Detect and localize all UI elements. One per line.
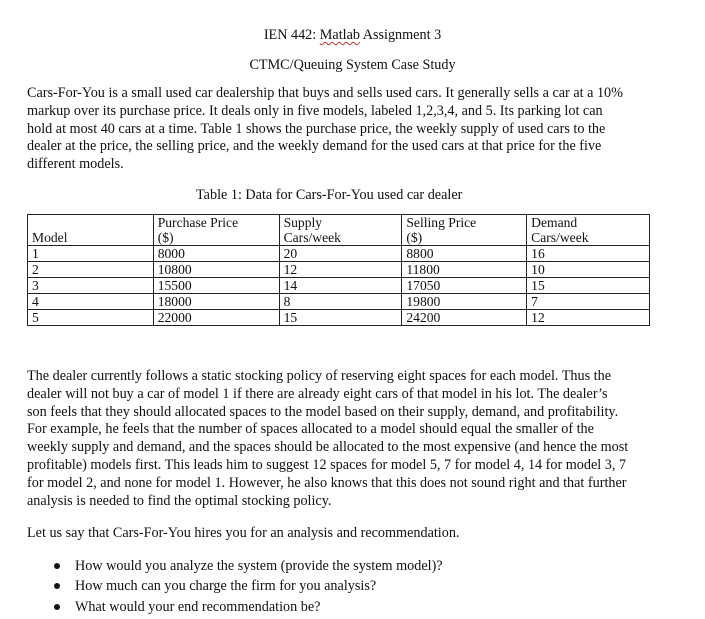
table-cell: 15500 — [153, 278, 279, 294]
header-cell: Demand — [527, 215, 650, 231]
analysis-paragraph — [27, 368, 687, 510]
list-item: How would you analyze the system (provide the system model)? — [54, 556, 443, 576]
intro-line: hold at most 40 cars at a time. Table 1 shows the purchase price, the weekly supply of used cars to the — [27, 120, 606, 137]
table-cell: 12 — [527, 310, 650, 326]
table-cell: 5 — [28, 310, 154, 326]
table-row — [28, 310, 650, 326]
analysis-line: son feels that they should allocated spaces to the model based on their supply, demand, and profitability. — [27, 403, 619, 420]
list-item: How much can you charge the firm for you analysis? — [54, 576, 443, 596]
table-cell: 8 — [279, 294, 402, 310]
table-caption: Table 1: Data for Cars-For-You used car dealer — [196, 187, 463, 203]
header-cell: Model — [28, 230, 154, 246]
table-row — [28, 246, 650, 262]
table-cell: 10 — [527, 262, 650, 278]
bullet-icon — [54, 563, 60, 569]
table-cell: 4 — [28, 294, 154, 310]
table-cell: 22000 — [153, 310, 279, 326]
table-cell: 3 — [28, 278, 154, 294]
bullet-icon — [54, 583, 60, 589]
table-row — [28, 294, 650, 310]
analysis-line: For example, he feels that the number of spaces allocated to a model should equal the smaller of the — [27, 421, 594, 438]
header-cell: ($) — [153, 230, 279, 246]
table-cell: 17050 — [402, 278, 527, 294]
intro-line: different models. — [27, 156, 124, 173]
intro-line: markup over its purchase price. It deals only in five models, labeled 1,2,3,4, and 5. Its parking lot can — [27, 102, 603, 119]
analysis-line: dealer will not buy a car of model 1 if there are already eight cars of that model in his lot. The dealer’s — [27, 385, 608, 402]
header-cell: ($) — [402, 230, 527, 246]
table-cell: 2 — [28, 262, 154, 278]
table-cell: 8000 — [153, 246, 279, 262]
analysis-line: analysis is needed to find the optimal stocking policy. — [27, 492, 332, 509]
table-cell: 19800 — [402, 294, 527, 310]
table-cell: 7 — [527, 294, 650, 310]
table-cell: 12 — [279, 262, 402, 278]
table-subheader-row — [28, 230, 650, 246]
hire-paragraph: Let us say that Cars-For-You hires you for an analysis and recommendation. — [27, 525, 460, 541]
page-title: IEN 442: Matlab Assignment 3 — [263, 27, 442, 43]
bullet-icon — [54, 604, 60, 610]
analysis-line: weekly supply and demand, and the spaces should be allocated to the most expensive (and hence the most — [27, 439, 629, 456]
table-cell: 8800 — [402, 246, 527, 262]
table-cell: 20 — [279, 246, 402, 262]
header-cell: Selling Price — [402, 215, 527, 231]
question-list — [54, 556, 443, 617]
table-header-row — [28, 215, 650, 231]
table-cell: 16 — [527, 246, 650, 262]
table-cell: 14 — [279, 278, 402, 294]
table-cell: 10800 — [153, 262, 279, 278]
intro-paragraph — [27, 85, 687, 174]
intro-line: Cars-For-You is a small used car dealership that buys and sells used cars. It generally sells a car at a 10% — [27, 85, 623, 101]
car-data-table — [27, 214, 650, 326]
table-row — [28, 262, 650, 278]
list-item: What would your end recommendation be? — [54, 597, 443, 617]
header-cell: Purchase Price — [153, 215, 279, 231]
header-cell — [28, 215, 154, 231]
header-cell: Cars/week — [279, 230, 402, 246]
table-cell: 11800 — [402, 262, 527, 278]
intro-line: dealer at the price, the selling price, and the weekly demand for the used cars at that price for the five — [27, 138, 602, 155]
header-cell: Supply — [279, 215, 402, 231]
table-row — [28, 278, 650, 294]
table-cell: 18000 — [153, 294, 279, 310]
table-cell: 15 — [527, 278, 650, 294]
table-cell: 24200 — [402, 310, 527, 326]
page-subtitle: CTMC/Queuing System Case Study — [249, 57, 456, 73]
table-cell: 15 — [279, 310, 402, 326]
table-cell: 1 — [28, 246, 154, 262]
analysis-line: The dealer currently follows a static stocking policy of reserving eight spaces for each model. Thus the — [27, 368, 611, 384]
analysis-line: profitable) models first. This leads him to suggest 12 spaces for model 5, 7 for model 4, 14 for model 3, 7 — [27, 456, 627, 473]
matlab-word: Matlab — [319, 27, 360, 43]
analysis-line: for model 2, and none for model 1. However, he also knows that this does not sound right and that further — [27, 474, 627, 491]
header-cell: Cars/week — [527, 230, 650, 246]
